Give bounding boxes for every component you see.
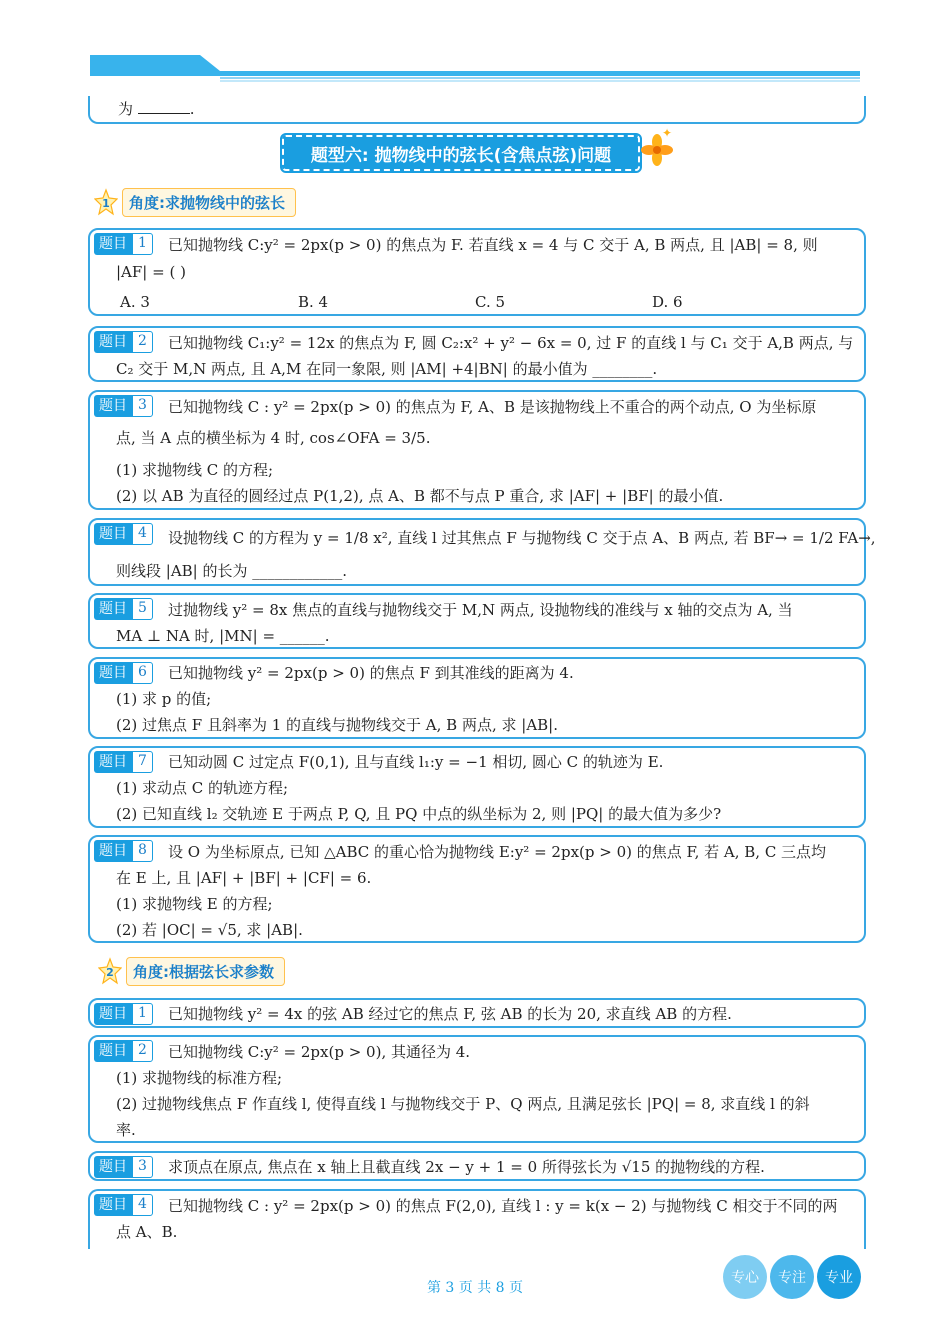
question-line: (2) 若 |OC| = √5, 求 |AB|. [116, 921, 303, 939]
question-line: 设 O 为坐标原点, 已知 △ABC 的重心恰为抛物线 E:y² = 2px(p > 0) 的焦点 F, 若 A, B, C 三点均 [168, 843, 827, 861]
previous-question-box [88, 96, 866, 124]
question-box [88, 518, 876, 586]
question-line: (2) 过焦点 F 且斜率为 1 的直线与抛物线交于 A, B 两点, 求 |AB|. [116, 716, 559, 734]
question-line: 已知抛物线 C:y² = 2px(p > 0) 的焦点为 F. 若直线 x = 4 与 C 交于 A, B 两点, 且 |AB| = 8, 则 [168, 236, 818, 254]
question-line: 设抛物线 C 的方程为 y = 1/8 x², 直线 l 过其焦点 F 与抛物线 C 交于点 A、B 两点, 若 BF→ = 1/2 FA→, [168, 529, 876, 547]
question-box [88, 593, 866, 649]
question-box [88, 390, 866, 510]
question-tag: 题目 2 [94, 1040, 153, 1062]
question-box [88, 1035, 866, 1143]
question-tag: 题目 4 [94, 1194, 153, 1216]
question-line: (1) 求抛物线 E 的方程; [116, 895, 273, 913]
question-line: (2) 以 AB 为直径的圆经过点 P(1,2), 点 A、B 都不与点 P 重合, 求 |AF| + |BF| 的最小值. [116, 487, 724, 505]
badge: 专心 [723, 1255, 767, 1299]
section-title: 题型六: 抛物线中的弦长(含焦点弦)问题 [282, 135, 640, 171]
question-line: (1) 求抛物线的标准方程; [116, 1069, 283, 1087]
slogan-badges [723, 1255, 863, 1299]
question-line: 已知抛物线 y² = 4x 的弦 AB 经过它的焦点 F, 弦 AB 的长为 20, 求直线 AB 的方程. [168, 1005, 732, 1023]
question-box [88, 657, 866, 739]
option-a: A. 3 [120, 293, 150, 311]
angle-heading-1 [94, 187, 296, 217]
header-bar [90, 55, 860, 83]
question-line: 在 E 上, 且 |AF| + |BF| + |CF| = 6. [116, 869, 372, 887]
question-line: 已知抛物线 C₁:y² = 12x 的焦点为 F, 圆 C₂:x² + y² − 6x = 0, 过 F 的直线 l 与 C₁ 交于 A,B 两点, 与 [168, 334, 854, 352]
angle-label: 角度:求抛物线中的弦长 [122, 188, 296, 217]
question-box [88, 835, 866, 943]
question-line: (1) 求 p 的值; [116, 690, 212, 708]
question-box [88, 1151, 866, 1181]
option-c: C. 5 [475, 293, 506, 311]
question-tag: 题目 3 [94, 395, 153, 417]
svg-text:2: 2 [106, 966, 114, 979]
question-line: 已知抛物线 C : y² = 2px(p > 0) 的焦点为 F, A、B 是该抛物线上不重合的两个动点, O 为坐标原 [168, 398, 817, 416]
star-number-icon [98, 957, 122, 985]
question-tag: 题目 5 [94, 598, 153, 620]
question-line: (1) 求动点 C 的轨迹方程; [116, 779, 289, 797]
question-box [88, 746, 866, 828]
svg-text:✦: ✦ [662, 128, 673, 140]
question-line: 求顶点在原点, 焦点在 x 轴上且截直线 2x − y + 1 = 0 所得弦长为 √15 的抛物线的方程. [168, 1158, 765, 1176]
question-line: 点, 当 A 点的横坐标为 4 时, cos∠OFA = 3/5. [116, 429, 431, 447]
question-tag: 题目 1 [94, 1003, 153, 1025]
question-line: (1) 求抛物线 C 的方程; [116, 461, 274, 479]
question-box [88, 1189, 866, 1249]
page-number: 第 3 页 共 8 页 [426, 1280, 524, 1296]
question-tag: 题目 2 [94, 331, 153, 353]
question-tag: 题目 3 [94, 1156, 153, 1178]
question-line: 已知抛物线 C : y² = 2px(p > 0) 的焦点 F(2,0), 直线 l : y = k(x − 2) 与抛物线 C 相交于不同的两 [168, 1197, 838, 1215]
svg-text:1: 1 [102, 197, 110, 210]
question-line: MA ⊥ NA 时, |MN| = ______. [116, 627, 330, 645]
question-box [88, 998, 866, 1028]
badge: 专业 [817, 1255, 861, 1299]
question-line: (2) 已知直线 l₂ 交轨迹 E 于两点 P, Q, 且 PQ 中点的纵坐标为 2, 则 |PQ| 的最大值为多少? [116, 805, 722, 823]
angle-label: 角度:根据弦长求参数 [126, 957, 285, 986]
question-box [88, 228, 866, 316]
question-tag: 题目 8 [94, 840, 153, 862]
option-b: B. 4 [298, 293, 329, 311]
question-line: (2) 过抛物线焦点 F 作直线 l, 使得直线 l 与抛物线交于 P、Q 两点, 且满足弦长 |PQ| = 8, 求直线 l 的斜 [116, 1095, 810, 1113]
previous-question-text: 为 . [118, 100, 195, 118]
question-line: 点 A、B. [116, 1223, 178, 1241]
question-line: 则线段 |AB| 的长为 ____________. [116, 562, 348, 580]
question-tag: 题目 1 [94, 233, 153, 255]
flower-icon [640, 128, 674, 168]
question-tag: 题目 7 [94, 751, 153, 773]
question-line: 已知动圆 C 过定点 F(0,1), 且与直线 l₁:y = −1 相切, 圆心 C 的轨迹为 E. [168, 753, 664, 771]
question-tag: 题目 6 [94, 662, 153, 684]
question-line: 过抛物线 y² = 8x 焦点的直线与抛物线交于 M,N 两点, 设抛物线的准线与 x 轴的交点为 A, 当 [168, 601, 793, 619]
option-d: D. 6 [652, 293, 683, 311]
question-line: C₂ 交于 M,N 两点, 且 A,M 在同一象限, 则 |AM| +4|BN| 的最小值为 ________. [116, 360, 658, 378]
question-box [88, 326, 866, 382]
question-line: 率. [116, 1121, 136, 1139]
question-tag: 题目 4 [94, 523, 153, 545]
question-line: 已知抛物线 C:y² = 2px(p > 0), 其通径为 4. [168, 1043, 471, 1061]
angle-heading-2 [98, 956, 285, 986]
question-line: |AF| = ( ) [116, 263, 186, 281]
star-number-icon [94, 188, 118, 216]
question-line: 已知抛物线 y² = 2px(p > 0) 的焦点 F 到其准线的距离为 4. [168, 664, 574, 682]
badge: 专注 [770, 1255, 814, 1299]
